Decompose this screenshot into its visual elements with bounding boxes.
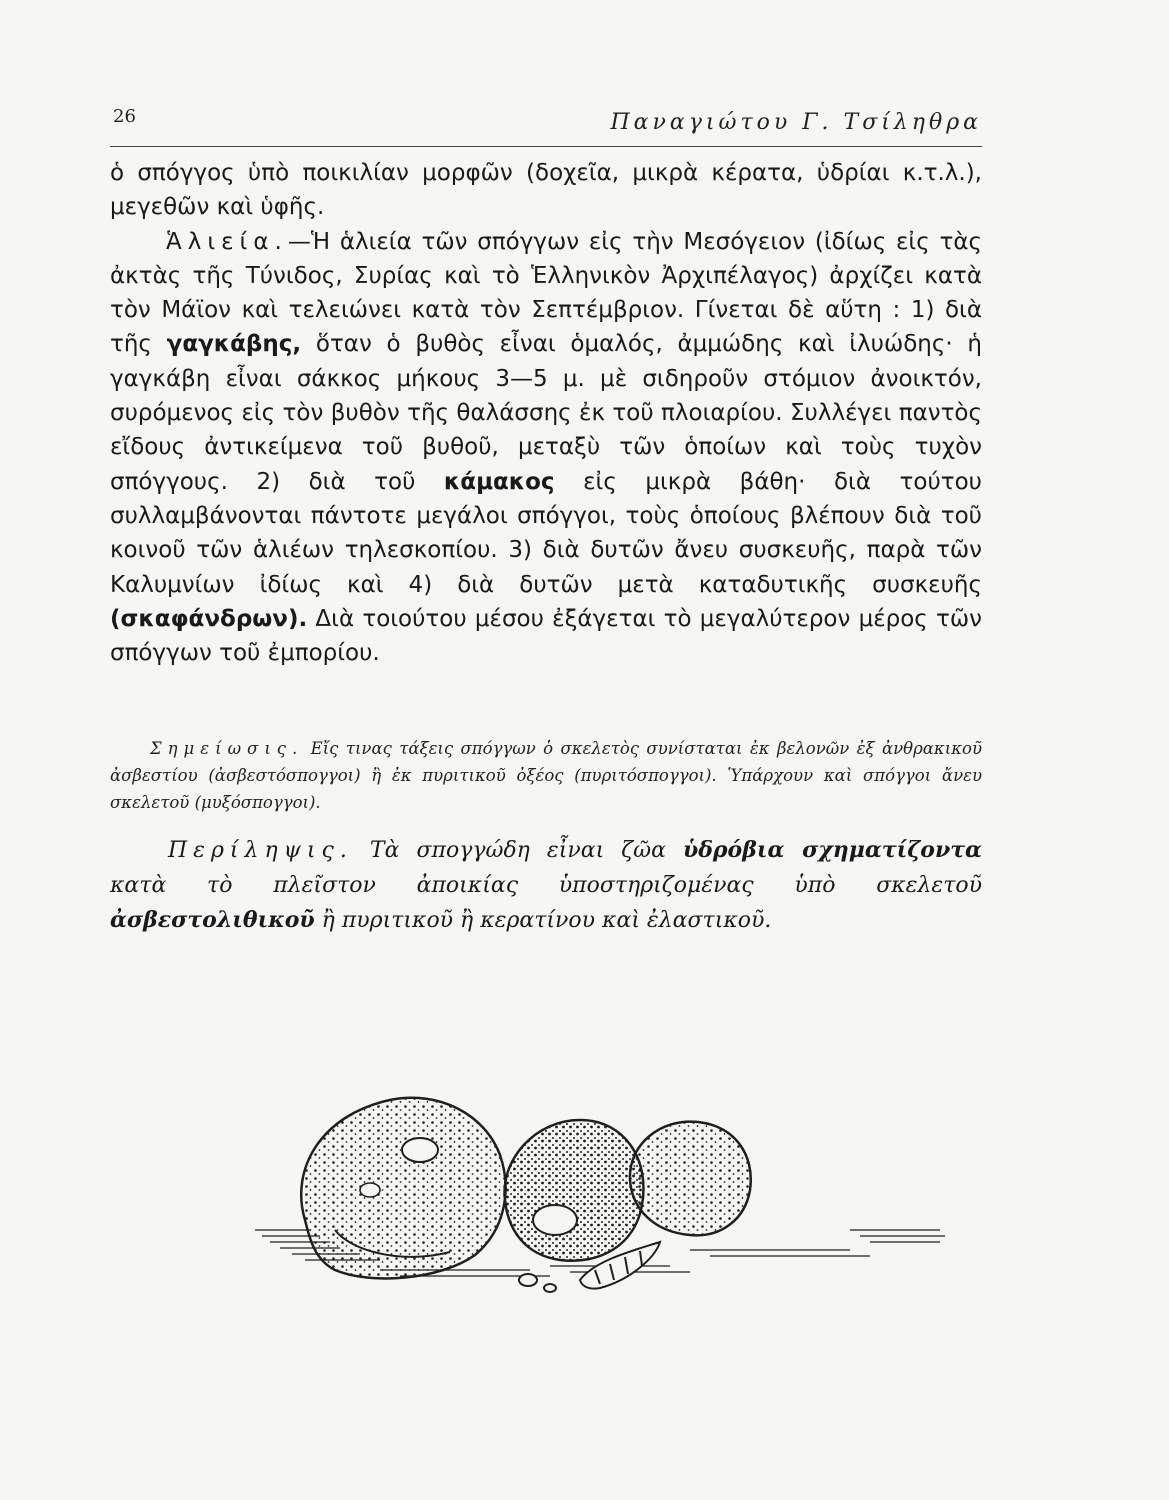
fishing-text-4: Διὰ τοιούτου μέσου ἐξάγεται τὸ μεγαλύτερον μέρος τῶν σπόγγων τοῦ ἐμπορίου. — [110, 605, 982, 667]
fishing-text-1: —Ἡ ἁλιεία τῶν σπόγγων εἰς τὴν Μεσόγειον (ἰδίως εἰς τὰς ἀκτὰς τῆς Τύνιδος, Συρίας καὶ τὸ Ἑλληνικὸν Ἀρχιπέλαγος) ἀρχίζει κατὰ τὸν Μάϊον καὶ τελειώνει κατὰ τὸν Σεπτέμβριον. Γίνεται δὲ αὕτη : 1) διὰ τῆς — [110, 228, 982, 358]
summary-text-3: ἢ πυριτικοῦ ἢ κερατίνου καὶ ἐλαστικοῦ. — [314, 908, 772, 933]
sponge-right — [630, 1122, 751, 1236]
term-skafandron: (σκαφάνδρων). — [110, 605, 308, 632]
main-text — [110, 156, 982, 670]
summary-text-1: Τὰ σπογγώδη εἶναι ζῶα — [352, 838, 683, 863]
fishing-text-2: ὅταν ὁ βυθὸς εἶναι ὁμαλός, ἀμμώδης καὶ ἰλυώδης· ἡ γαγκάβη εἶναι σάκκος μήκους 3—5 μ. μὲ σιδηροῦν στόμιον ἀνοικτόν, συρόμενος εἰς τὸν βυθὸν τῆς θαλάσσης ἐκ τοῦ πλοιαρίου. Συλλέγει παντὸς εἴδους ἀντικείμενα τοῦ βυθοῦ, μεταξὺ τῶν ὁποίων καὶ τοὺς τυχὸν σπόγγους. 2) διὰ τοῦ — [110, 331, 982, 495]
sponge-middle — [505, 1120, 644, 1261]
sponge-illustration — [250, 1080, 950, 1320]
term-kamakos: κάμακος — [443, 468, 555, 495]
summary-term-aquatic: ὑδρόβια σχηματίζοντα — [682, 837, 982, 863]
header-rule — [110, 146, 982, 147]
paragraph-forms-text: ὁ σπόγγος ὑπὸ ποικιλίαν μορφῶν (δοχεῖα, μικρὰ κέρατα, ὑδρίαι κ.τ.λ.), μεγεθῶν καὶ ὑφῆς. — [110, 160, 982, 221]
page-header — [110, 100, 982, 150]
note-label: Σημείωσις. — [150, 739, 304, 758]
summary-term-calcareous: ἀσβεστολιθικοῦ — [110, 907, 315, 933]
sponge-large — [301, 1098, 505, 1279]
summary-paragraph — [110, 833, 982, 938]
paragraph-fishing — [110, 225, 982, 671]
page-number: 26 — [113, 106, 136, 127]
section-heading-fishing: Ἁλιεία. — [166, 228, 288, 255]
summary-text-2: κατὰ τὸ πλεῖστον ἀποικίας ὑποστηριζομένας ὑπὸ σκελετοῦ — [110, 873, 982, 898]
summary-label: Περίληψις. — [168, 838, 353, 863]
term-gagkavi: γαγκάβης, — [166, 331, 302, 358]
paragraph-forms — [110, 156, 982, 225]
note-text: Εἴς τινας τάξεις σπόγγων ὁ σκελετὸς συνίσταται ἐκ βελονῶν ἐξ ἀνθρακικοῦ ἀσβεστίου (ἀσβεστόσπογγοι) ἢ ἐκ πυριτικοῦ ὀξέος (πυριτόσπογγοι). Ὑπάρχουν καὶ σπόγγοι ἄνευ σκελετοῦ (μυξόσπογγοι). — [110, 739, 982, 812]
fishing-text-3: εἰς μικρὰ βάθη· διὰ τούτου συλλαμβάνονται πάντοτε μεγάλοι σπόγγοι, τοὺς ὁποίους βλέπουν διὰ τοῦ κοινοῦ τῶν ἁλιέων τηλεσκοπίου. 3) διὰ δυτῶν ἄνευ συσκευῆς, παρὰ τῶν Καλυμνίων ἰδίως καὶ 4) διὰ δυτῶν μετὰ καταδυτικῆς συσκευῆς — [110, 468, 982, 598]
note-paragraph — [110, 735, 982, 816]
running-title: Παναγιώτου Γ. Τσίληθρα — [610, 110, 982, 135]
